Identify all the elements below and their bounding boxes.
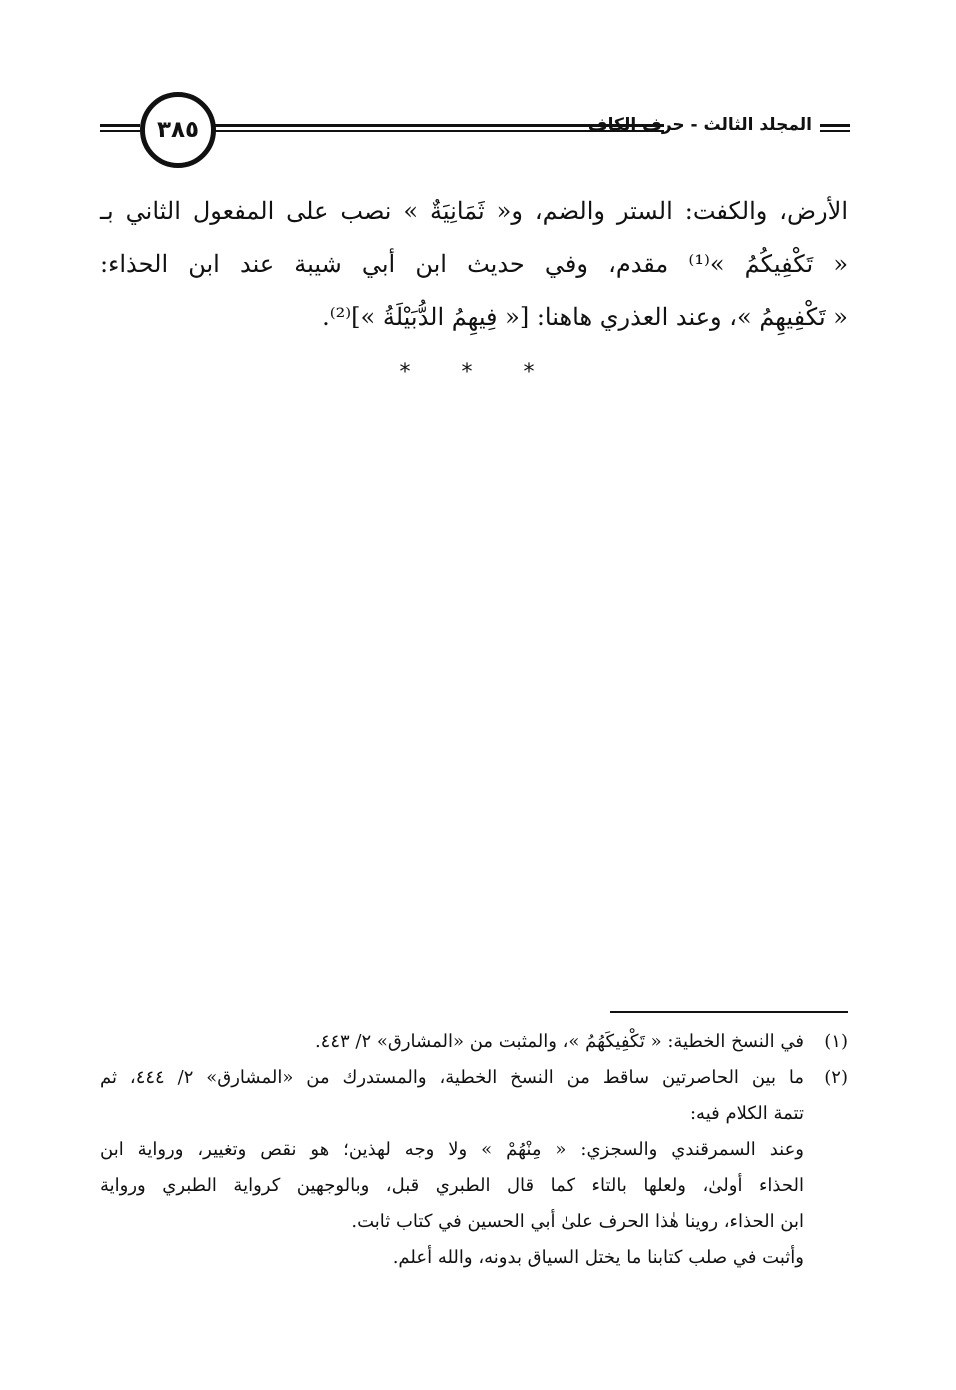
main-line: الأرض، والكفت: الستر والضم، و« ثَمَانِيَةٌ » نصب على المفعول الثاني بـ [100,197,848,225]
page-number: ٣٨٥ [156,117,200,143]
main-line: « تَكْفِيهِمُ »، وعند العذري هاهنا: [« فِيهِمُ الدُّبَيْلَةُ »]⁽²⁾. [322,303,848,331]
main-line: « تَكْفِيكُمُ »⁽¹⁾ مقدم، وفي حديث ابن أبي شيبة عند ابن الحذاء: [100,250,848,278]
footnote-2 [100,1060,848,1276]
footnote-line: الحذاء أولىٰ، ولعلها بالتاء كما قال الطبري قبل، وبالوجهين كرواية الطبري ورواية [100,1175,804,1196]
page-header [100,92,850,172]
footnote-rule [610,1011,848,1013]
main-text [100,185,848,344]
footnote-line: في النسخ الخطية: « تَكْفِيكَهُمُ »، والمثبت من «المشارق» ٢/ ٤٤٣. [314,1031,804,1052]
footnote-number: (٢) [824,1067,848,1088]
footnote-line: ما بين الحاصرتين ساقط من النسخ الخطية، والمستدرك من «المشارق» ٢/ ٤٤٤، ثم [100,1067,804,1088]
footnote-line: وعند السمرقندي والسجزي: « مِنْهُمْ » ولا وجه لهذين؛ هو نقص وتغيير، ورواية ابن [100,1139,804,1160]
footnote-line: وأثبت في صلب كتابنا ما يختل السياق بدونه، والله أعلم. [392,1247,804,1268]
footnote-line: تتمة الكلام فيه: [689,1103,804,1124]
footnote-line: ابن الحذاء، روينا هٰذا الحرف علىٰ أبي الحسين في كتاب ثابت. [351,1211,804,1232]
running-head: المجلد الثالث - حرف الكاف [587,115,812,135]
footnote-1 [100,1024,848,1060]
section-separator: * * * [399,360,557,385]
footnotes [100,1024,848,1276]
header-rule-left [100,124,140,132]
footnote-number: (١) [824,1031,848,1052]
page-number-badge [140,92,216,168]
header-rule-right [820,124,850,132]
